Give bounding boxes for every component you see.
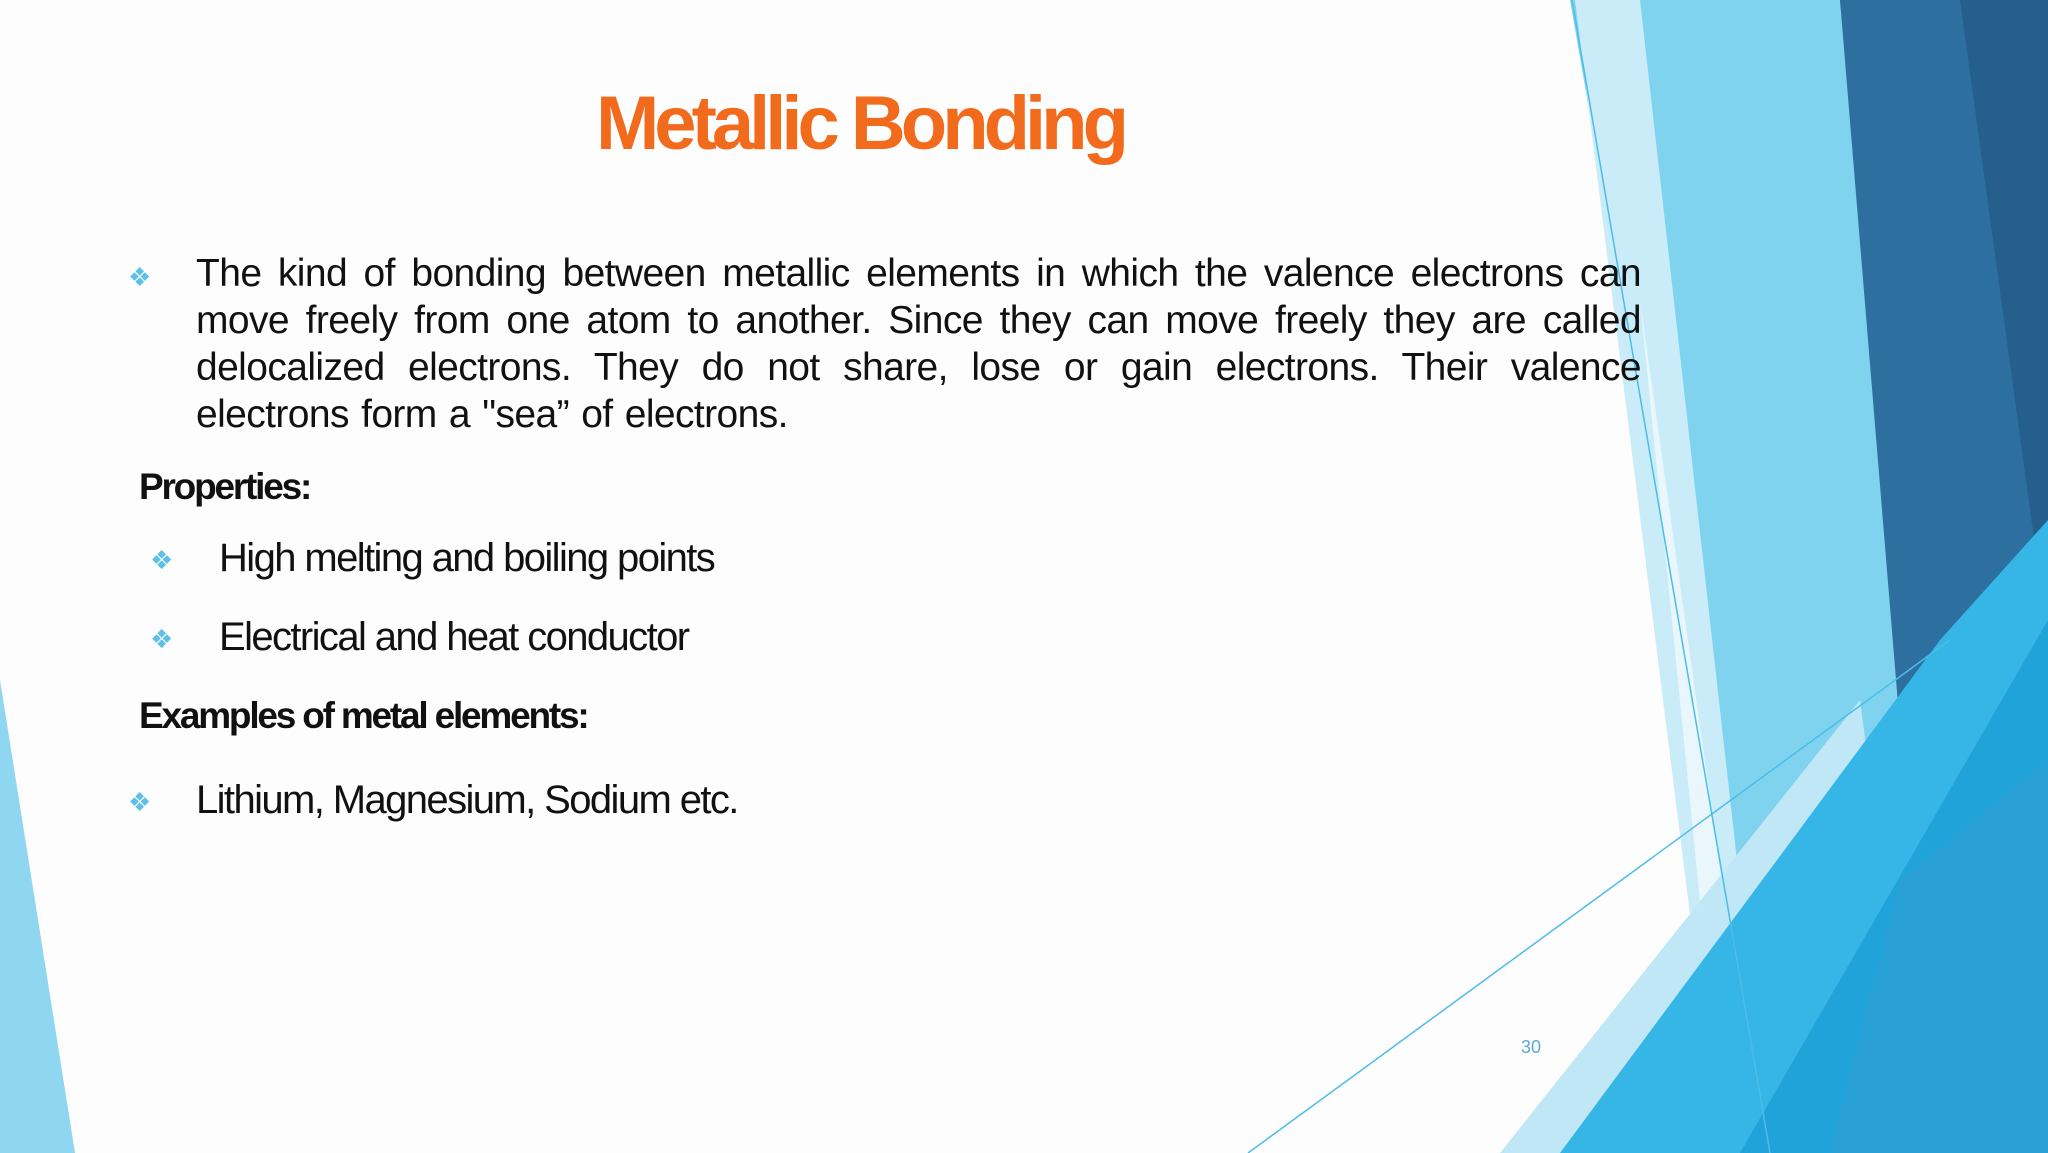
examples-heading: Examples of metal elements:: [139, 695, 588, 736]
examples-item: Lithium, Magnesium, Sodium etc.: [196, 778, 738, 822]
left-accent-shape: [0, 680, 75, 1153]
page-number: 30: [1521, 1037, 1542, 1057]
property-item: High melting and boiling points: [219, 536, 715, 580]
properties-heading: Properties:: [139, 466, 311, 507]
bullet-icon: ❖: [150, 624, 174, 654]
bullet-icon: ❖: [128, 787, 152, 817]
intro-paragraph: The kind of bonding between metallic elements in which the valence electrons can move freely from one atom to another. Since they can move freely they are called delocalized electrons. They do not share, lose or gain electrons. Their valence electrons form a "sea” of electrons.: [196, 252, 1641, 436]
property-item: Electrical and heat conductor: [219, 615, 689, 659]
bullet-icon: ❖: [128, 262, 152, 292]
slide-title: Metallic Bonding: [596, 81, 1124, 166]
bullet-icon: ❖: [150, 545, 174, 575]
